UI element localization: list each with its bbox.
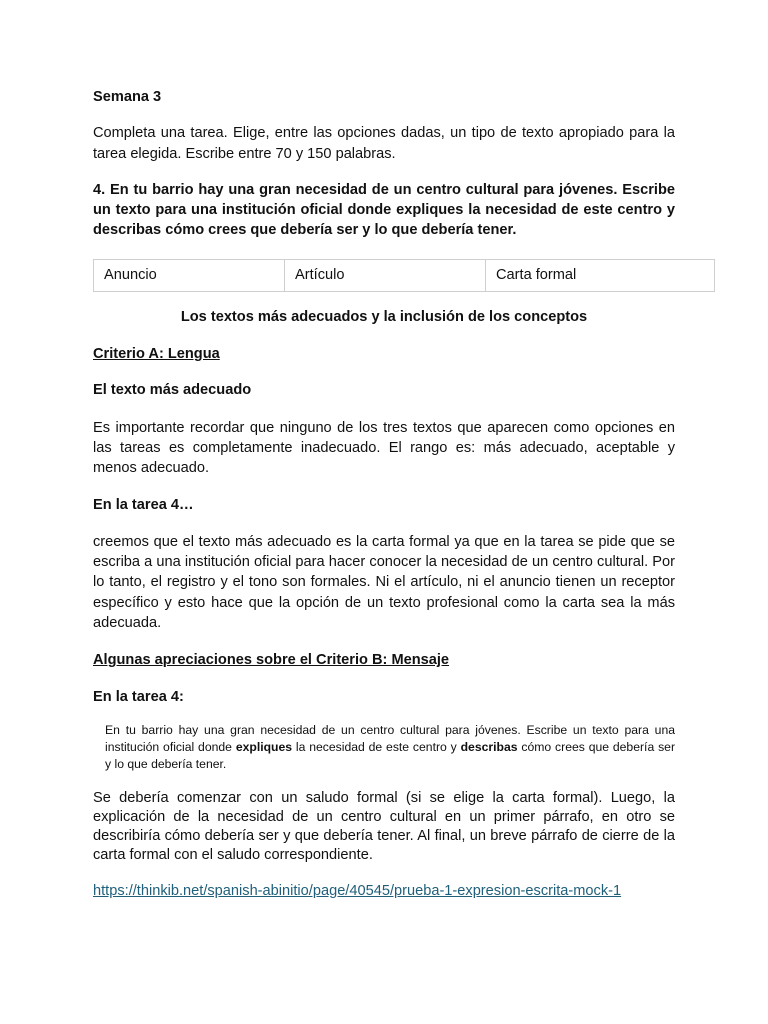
text-type-options-table [93, 259, 715, 292]
quote-part-1: En tu barrio hay una gran necesidad de un centro cultural para jóvenes. Escribe un texto para una institución oficial donde [105, 722, 675, 754]
week-title: Semana 3 [93, 89, 162, 105]
task-instructions: Completa una tarea. Elige, entre las opciones dadas, un tipo de texto apropiado para la tarea elegida. Escribe entre 70 y 150 palabras. [93, 125, 675, 162]
criterion-a-heading: Criterio A: Lengua [93, 346, 220, 363]
option-cell-carta-formal: Carta formal [486, 259, 715, 291]
importance-paragraph: Es importante recordar que ninguno de los tres textos que aparecen como opciones en las tareas es completamente inadecuado. El rango es: más adecuado, aceptable y menos adecuado. [93, 419, 675, 477]
reference-link[interactable]: https://thinkib.net/spanish-abinitio/page/40545/prueba-1-expresion-escrita-mock-1 [93, 882, 622, 899]
table-row [94, 259, 715, 291]
criterion-b-heading: Algunas apreciaciones sobre el Criterio B: Mensaje [93, 652, 450, 669]
task4-heading-2: En la tarea 4: [93, 688, 184, 705]
option-cell-articulo: Artículo [285, 259, 486, 291]
task-prompt: 4. En tu barrio hay una gran necesidad de un centro cultural para jóvenes. Escribe un texto para una institución oficial donde expliques la necesidad de este centro y describas cómo crees que debería ser y lo que debería tener. [93, 181, 675, 239]
section-title: Los textos más adecuados y la inclusión de los conceptos [180, 308, 588, 325]
best-text-heading: El texto más adecuado [93, 382, 252, 399]
document-page [93, 86, 675, 901]
quote-bold-expliques: expliques [235, 739, 293, 754]
closing-paragraph: Se debería comenzar con un saludo formal (si se elige la carta formal). Luego, la explicación de la necesidad de un centro cultural en un primer párrafo, en otro se describiría cómo debería ser y que debería tener. Al final, un breve párrafo de cierre de la carta formal con el saludo correspondiente. [93, 789, 675, 863]
quote-bold-describas: describas [460, 739, 518, 754]
quote-part-2: la necesidad de este centro y [292, 739, 461, 754]
task4-heading: En la tarea 4… [93, 496, 194, 513]
option-cell-anuncio: Anuncio [94, 259, 285, 291]
task-quote [93, 722, 675, 773]
quote-part-3: cómo crees que debería ser y lo que debería tener. [105, 739, 675, 771]
task4-paragraph: creemos que el texto más adecuado es la carta formal ya que en la tarea se pide que se escriba a una institución oficial para hacer conocer la necesidad de un centro cultural. Por lo tanto, el registro y el tono son formales. Ni el artículo, ni el anuncio tienen un receptor específico y esto hace que la opción de un texto profesional como la carta sea la más adecuada. [93, 533, 675, 632]
